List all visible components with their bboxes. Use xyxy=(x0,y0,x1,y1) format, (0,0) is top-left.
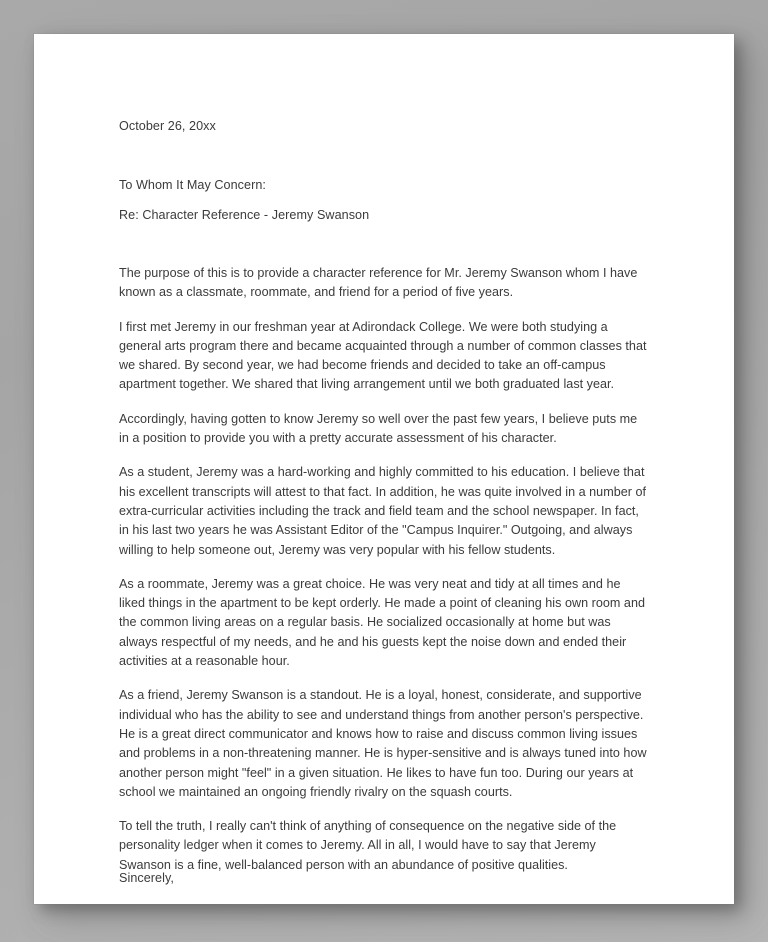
letter-content xyxy=(119,34,649,904)
letter-paragraph: As a student, Jeremy was a hard-working and highly committed to his education. I believe that his excellent transcripts will attest to that fact. In addition, he was quite involved in a number of extra-curricular activities including the track and field team and the school newspaper. In fact, in his last two years he was Assistant Editor of the "Campus Inquirer." Outgoing, and always willing to help someone out, Jeremy was very popular with his fellow students. xyxy=(119,465,647,557)
letter-paragraph: As a friend, Jeremy Swanson is a standout. He is a loyal, honest, considerate, and supportive individual who has the ability to see and understand things from another person's perspective. He is a great direct communicator and knows how to raise and discuss common living issues and problems in a non-threatening manner. He is hyper-sensitive and is always tuned into how another person might "feel" in a given situation. He likes to have fun too. During our years at school we maintained an ongoing friendly rivalry on the squash courts. xyxy=(119,688,647,799)
letter-paragraph: To tell the truth, I really can't think of anything of consequence on the negative side of the personality ledger when it comes to Jeremy. All in all, I would have to say that Jeremy Swanson is a fine, well-balanced person with an abundance of positive qualities. xyxy=(119,819,617,872)
letter-paragraph: I first met Jeremy in our freshman year at Adirondack College. We were both studying a general arts program there and became acquainted through a number of common classes that we shared. By second year, we had become friends and decided to take an off-campus apartment together. We shared that living arrangement until we both graduated last year. xyxy=(119,319,647,392)
letter-paragraph: Accordingly, having gotten to know Jeremy so well over the past few years, I believe puts me in a position to provide you with a pretty accurate assessment of his character. xyxy=(119,411,638,446)
letter-paragraph: The purpose of this is to provide a character reference for Mr. Jeremy Swanson whom I have known as a classmate, roommate, and friend for a period of five years. xyxy=(119,266,638,300)
letter-salutation: To Whom It May Concern: xyxy=(119,178,266,192)
letter-paragraph: As a roommate, Jeremy was a great choice. He was very neat and tidy at all times and he liked things in the apartment to be kept orderly. He made a point of cleaning his own room and the common living areas on a regular basis. He socialized occasionally at home but was always respectful of my needs, and he and his guests kept the noise down and ended their activities at a reasonable hour. xyxy=(119,576,645,669)
letter-subject-line: Re: Character Reference - Jeremy Swanson xyxy=(119,208,370,222)
letter-date: October 26, 20xx xyxy=(119,119,216,133)
document-page xyxy=(34,34,734,904)
letter-paragraphs xyxy=(119,264,649,890)
letter-closing: Sincerely, xyxy=(119,871,174,885)
